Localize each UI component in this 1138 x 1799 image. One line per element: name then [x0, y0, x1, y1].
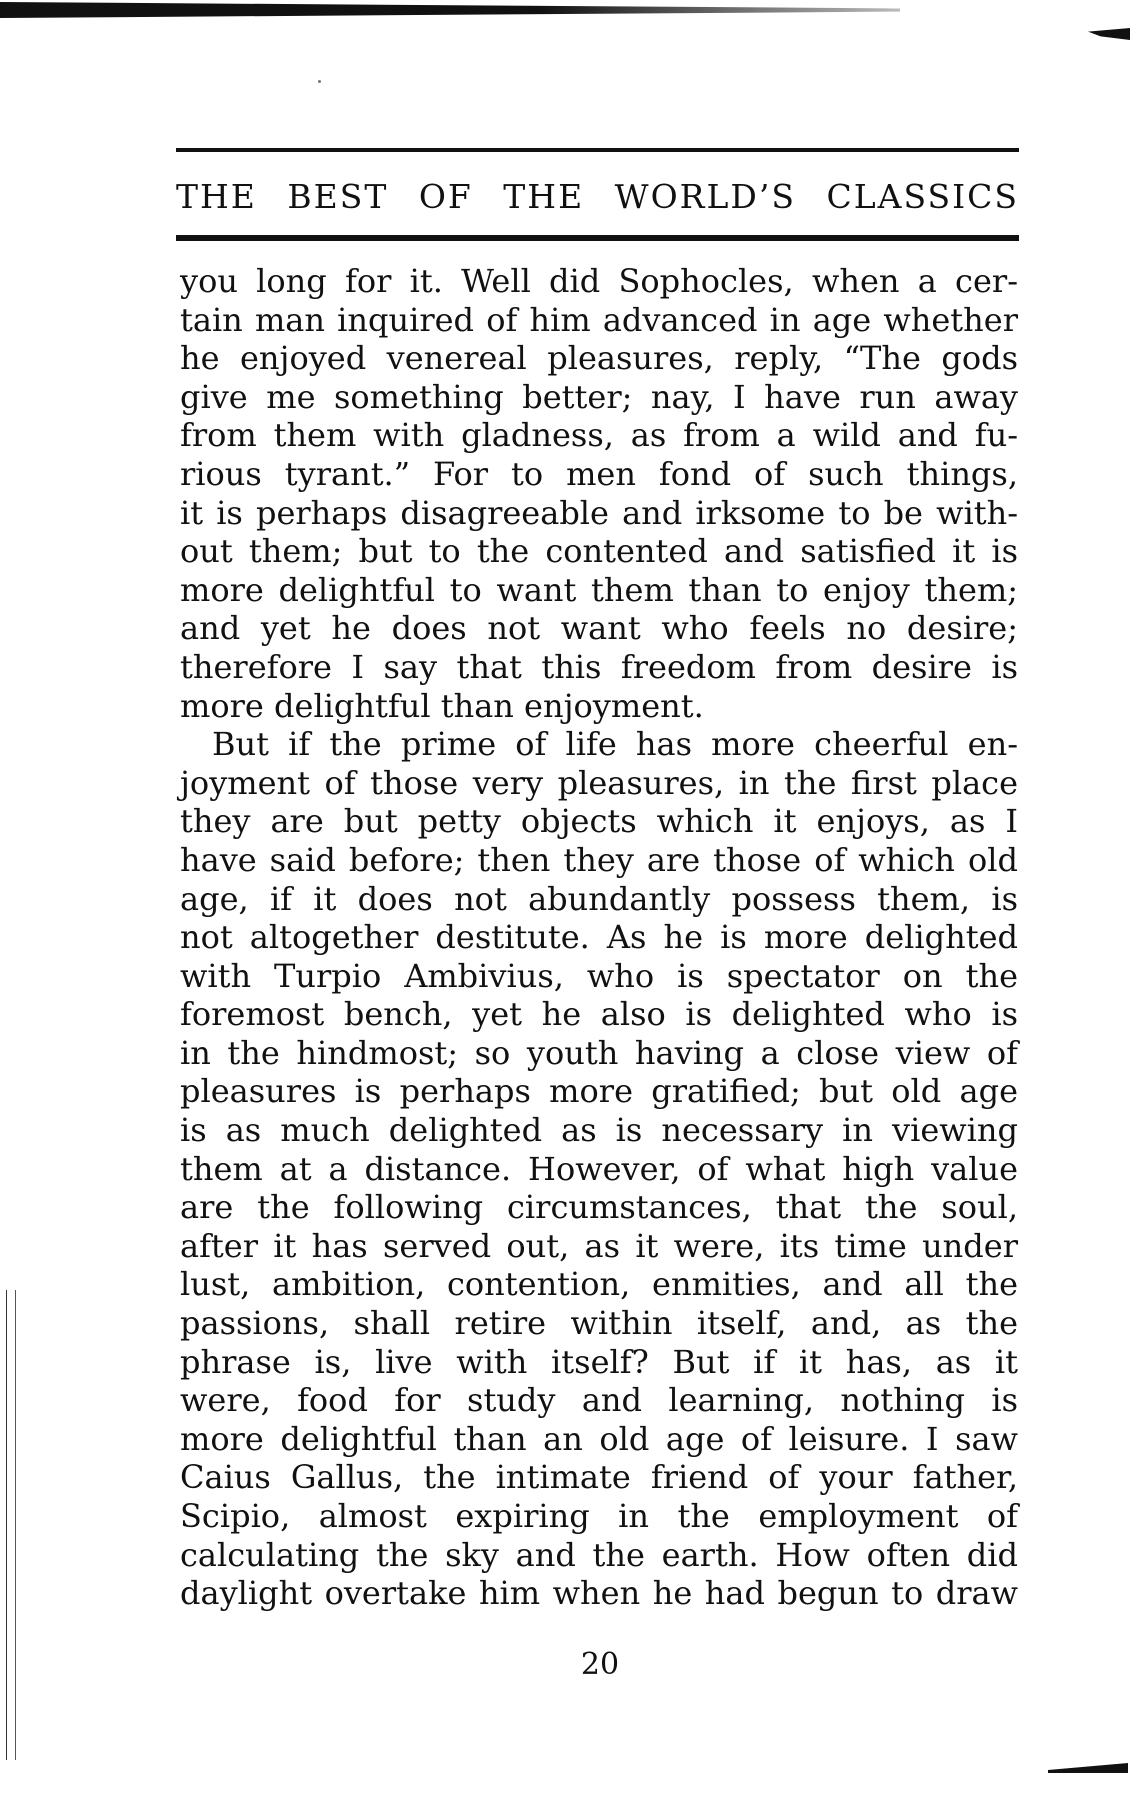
text-line: passions, shall retire within itself, and, as the	[180, 1304, 1018, 1343]
text-line: is as much delighted as is necessary in viewing	[180, 1111, 1018, 1150]
body-text	[180, 262, 1018, 1613]
text-line: Caius Gallus, the intimate friend of your father,	[180, 1458, 1018, 1497]
text-line: it is perhaps disagreeable and irksome to be with-	[180, 493, 1018, 532]
text-line: therefore I say that this freedom from desire is	[180, 647, 1018, 686]
scan-speck	[318, 80, 321, 83]
text-line: calculating the sky and the earth. How often did	[180, 1535, 1018, 1574]
text-line: give me something better; nay, I have run away	[180, 377, 1018, 416]
text-line: and yet he does not want who feels no desire;	[180, 609, 1018, 648]
page-number: 20	[580, 1647, 620, 1682]
paragraph-end-line: more delightful than enjoyment.	[180, 686, 704, 725]
running-head: THE BEST OF THE WORLD’S CLASSICS	[176, 177, 1019, 216]
text-line: age, if it does not abundantly possess them, is	[180, 879, 1018, 918]
text-line: were, food for study and learning, nothing is	[180, 1381, 1018, 1420]
text-line: them at a distance. However, of what high value	[180, 1149, 1018, 1188]
text-line: from them with gladness, as from a wild and fu-	[180, 416, 1018, 455]
text-line: he enjoyed venereal pleasures, reply, “The gods	[180, 339, 1018, 378]
text-line: foremost bench, yet he also is delighted who is	[180, 995, 1018, 1034]
text-line: Scipio, almost expiring in the employment of	[180, 1497, 1018, 1535]
scan-edge-left	[6, 1290, 16, 1760]
text-line: more delightful than an old age of leisure. I saw	[180, 1419, 1018, 1458]
text-line: rious tyrant.” For to men fond of such things,	[180, 454, 1018, 493]
scan-edge-top	[0, 2, 900, 18]
text-line: phrase is, live with itself? But if it has, as it	[180, 1342, 1018, 1381]
text-line: daylight overtake him when he had begun to draw	[180, 1574, 1018, 1613]
header-rule-bottom	[176, 235, 1019, 241]
paragraph-start-line: But if the prime of life has more cheerful en-	[212, 725, 1018, 764]
text-line: pleasures is perhaps more gratified; but old age	[180, 1072, 1018, 1111]
text-line: you long for it. Well did Sophocles, when a cer-	[180, 262, 1018, 300]
text-line: out them; but to the contented and satisfied it is	[180, 532, 1018, 571]
scan-edge-bottom	[1048, 1763, 1128, 1773]
header-rule-top	[176, 148, 1019, 152]
text-line: tain man inquired of him advanced in age whether	[180, 300, 1018, 339]
text-line: lust, ambition, contention, enmities, and all the	[180, 1265, 1018, 1304]
text-line: more delightful to want them than to enjoy them;	[180, 570, 1018, 609]
text-line: are the following circumstances, that the soul,	[180, 1188, 1018, 1227]
text-line: in the hindmost; so youth having a close view of	[180, 1033, 1018, 1072]
scan-corner-mark	[1088, 28, 1130, 40]
text-line: joyment of those very pleasures, in the first place	[180, 763, 1018, 802]
text-line: with Turpio Ambivius, who is spectator on the	[180, 956, 1018, 995]
text-line: have said before; then they are those of which old	[180, 840, 1018, 879]
text-line: they are but petty objects which it enjoys, as I	[180, 802, 1018, 841]
text-line: not altogether destitute. As he is more delighted	[180, 918, 1018, 957]
text-line: after it has served out, as it were, its time under	[180, 1226, 1018, 1265]
